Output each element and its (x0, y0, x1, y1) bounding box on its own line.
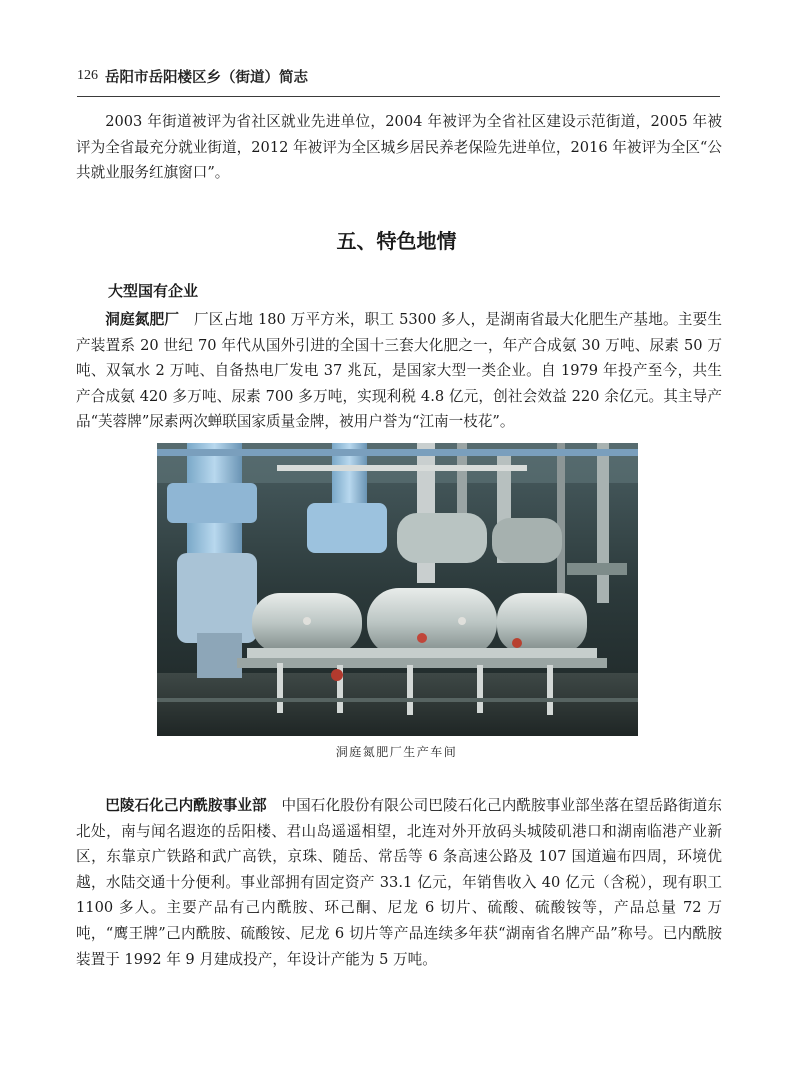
section-title: 五、特色地情 (336, 229, 457, 253)
page-number: 126 (77, 68, 98, 83)
enterprise-paragraph-dongting (76, 307, 722, 435)
page-header (77, 66, 720, 97)
enterprise-description: 厂区占地 180 万平方米，职工 5300 多人，是湖南省最大化肥生产基地。主要生产装置系 20 世纪 70 年代从国外引进的全国十三套大化肥之一，年产合成氨 30 万吨、尿素 50 万吨、双氧水 2 万吨、自备热电厂发电 37 兆瓦，是国家大型一类企业。自 1979 年投产至今，共生产合成氨 420 多万吨、尿素 700 多万吨，实现利税 4.8 亿元，创社会效益 220 余亿元。其主导产品“芙蓉牌”尿素两次蝉联国家质量金牌，被用户誉为“江南一枝花”。 (76, 311, 722, 431)
subsection-title: 大型国有企业 (108, 282, 199, 300)
running-title: 岳阳市岳阳楼区乡（街道）简志 (105, 70, 308, 86)
enterprise-name: 洞庭氮肥厂 (105, 311, 180, 328)
factory-workshop-photo (157, 443, 638, 736)
enterprise-name: 巴陵石化己内酰胺事业部 (105, 797, 267, 814)
enterprise-description: 中国石化股份有限公司巴陵石化己内酰胺事业部坐落在望岳路街道东北处，南与闻名遐迩的岳阳楼、君山岛遥遥相望，北连对外开放码头城陵矶港口和湖南临港产业新区，东靠京广铁路和武广高铁，京珠、随岳、常岳等 6 条高速公路及 107 国道遍布四周，环境优越，水陆交通十分便利。事业部拥有固定资产 33.1 亿元，年销售收入 40 亿元（含税），现有职工 1100 多人。主要产品有己内酰胺、环己酮、尼龙 6 切片、硫酸、硫酸铵等，产品总量 72 万吨，“鹰王牌”己内酰胺、硫酸铵、尼龙 6 切片等产品连续多年获“湖南省名牌产品”称号。已内酰胺装置于 1992 年 9 月建成投产，年设计产能为 5 万吨。 (76, 797, 722, 968)
photo-caption: 洞庭氮肥厂生产车间 (335, 745, 458, 759)
enterprise-paragraph-baling (76, 793, 722, 972)
intro-paragraph: 2003 年街道被评为省社区就业先进单位，2004 年被评为全省社区建设示范街道，2005 年被评为全省最充分就业街道，2012 年被评为全区城乡居民养老保险先进单位，2016 年被评为全区“公共就业服务红旗窗口”。 (76, 113, 722, 182)
